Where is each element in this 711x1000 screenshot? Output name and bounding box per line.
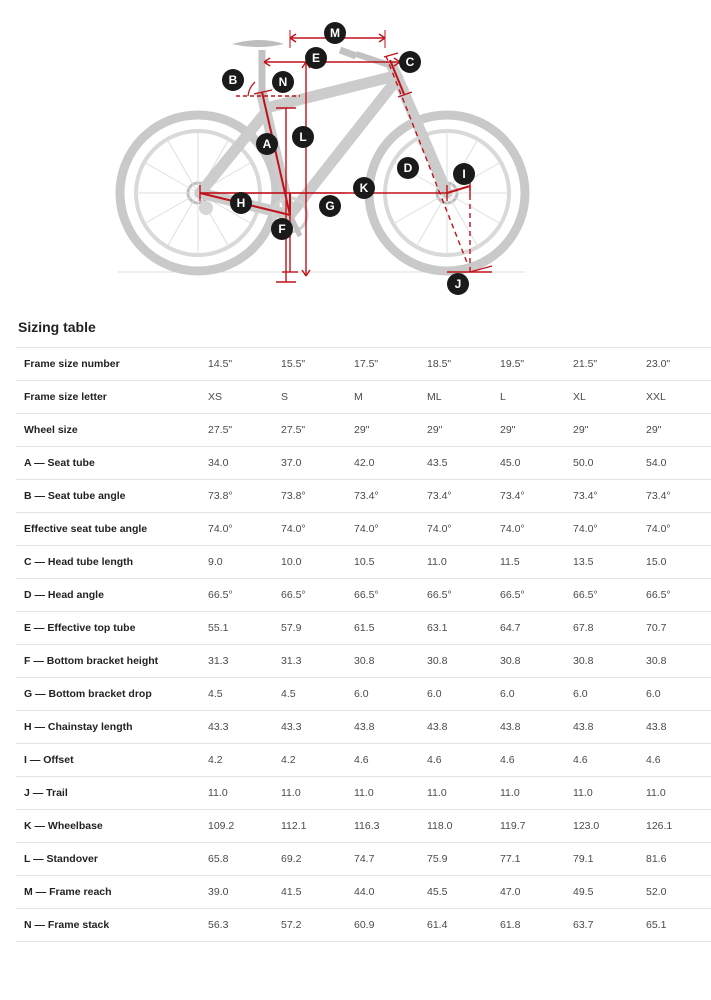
sizing-table-title: Sizing table [18, 319, 96, 335]
row-label: M — Frame reach [24, 886, 112, 898]
table-row [16, 843, 711, 876]
row-label: H — Chainstay length [24, 721, 133, 733]
table-cell: 30.8 [573, 655, 594, 667]
sizing-table-body [16, 348, 711, 942]
table-row [16, 546, 711, 579]
table-row [16, 480, 711, 513]
table-cell: 4.5 [208, 688, 223, 700]
table-row [16, 876, 711, 909]
table-cell: 4.6 [354, 754, 369, 766]
table-cell: 11.0 [281, 787, 301, 799]
table-cell: 9.0 [208, 556, 223, 568]
table-cell: 11.0 [354, 787, 374, 799]
table-cell: 109.2 [208, 820, 235, 832]
table-cell: 4.6 [427, 754, 442, 766]
table-cell: 73.4° [573, 490, 598, 502]
table-row [16, 348, 711, 381]
table-cell: 81.6 [646, 853, 667, 865]
table-cell: 43.3 [208, 721, 229, 733]
table-cell: 29" [573, 424, 589, 436]
row-label: N — Frame stack [24, 919, 110, 931]
table-cell: 65.1 [646, 919, 667, 931]
table-cell: 43.8 [573, 721, 594, 733]
table-cell: 6.0 [354, 688, 369, 700]
table-cell: 4.2 [208, 754, 223, 766]
table-cell: 27.5" [281, 424, 306, 436]
table-cell: 31.3 [281, 655, 302, 667]
table-cell: 66.5° [500, 589, 525, 601]
table-cell: 45.5 [427, 886, 448, 898]
table-cell: 67.8 [573, 622, 594, 634]
table-cell: 61.5 [354, 622, 375, 634]
table-cell: 6.0 [646, 688, 661, 700]
table-row [16, 447, 711, 480]
sizing-table [16, 347, 711, 942]
table-cell: 60.9 [354, 919, 375, 931]
row-label: Wheel size [24, 424, 78, 436]
row-label: B — Seat tube angle [24, 490, 126, 502]
table-cell: 66.5° [354, 589, 379, 601]
table-row [16, 777, 711, 810]
table-cell: 57.9 [281, 622, 302, 634]
table-row [16, 909, 711, 942]
callout-c: C [399, 51, 421, 73]
table-cell: 66.5° [427, 589, 452, 601]
table-cell: 29" [427, 424, 443, 436]
row-label: K — Wheelbase [24, 820, 103, 832]
table-cell: XXL [646, 391, 666, 403]
table-cell: 11.0 [427, 556, 447, 568]
table-cell: 30.8 [354, 655, 375, 667]
bike-illustration [0, 0, 631, 305]
table-cell: 10.5 [354, 556, 375, 568]
table-cell: 39.0 [208, 886, 229, 898]
callout-k: K [353, 177, 375, 199]
table-cell: M [354, 391, 363, 403]
table-cell: 73.8° [281, 490, 306, 502]
table-cell: 4.5 [281, 688, 296, 700]
table-cell: 66.5° [646, 589, 671, 601]
table-cell: 43.8 [354, 721, 375, 733]
table-cell: 123.0 [573, 820, 600, 832]
table-cell: 42.0 [354, 457, 375, 469]
table-cell: 4.6 [646, 754, 661, 766]
table-cell: 4.6 [573, 754, 588, 766]
table-cell: 27.5" [208, 424, 233, 436]
table-cell: 11.0 [500, 787, 520, 799]
table-cell: 41.5 [281, 886, 302, 898]
row-label: E — Effective top tube [24, 622, 136, 634]
table-cell: XS [208, 391, 223, 403]
table-cell: 43.8 [500, 721, 521, 733]
table-cell: 17.5" [354, 358, 379, 370]
table-cell: 63.1 [427, 622, 448, 634]
bike-geometry-diagram [0, 0, 631, 305]
callout-f: F [271, 218, 293, 240]
table-cell: 73.8° [208, 490, 233, 502]
table-cell: 52.0 [646, 886, 667, 898]
table-row [16, 711, 711, 744]
table-cell: 13.5 [573, 556, 594, 568]
table-cell: 43.8 [646, 721, 667, 733]
table-cell: 69.2 [281, 853, 302, 865]
callout-j: J [447, 273, 469, 295]
table-cell: 55.1 [208, 622, 229, 634]
table-cell: 74.0° [208, 523, 233, 535]
table-cell: 54.0 [646, 457, 667, 469]
table-cell: 29" [354, 424, 370, 436]
table-cell: XL [573, 391, 586, 403]
table-cell: 73.4° [354, 490, 379, 502]
table-cell: 30.8 [500, 655, 521, 667]
table-cell: 43.8 [427, 721, 448, 733]
table-cell: 11.0 [573, 787, 593, 799]
table-row [16, 579, 711, 612]
table-row [16, 612, 711, 645]
table-cell: 73.4° [646, 490, 671, 502]
table-cell: 10.0 [281, 556, 302, 568]
table-cell: 4.2 [281, 754, 296, 766]
table-cell: 18.5" [427, 358, 452, 370]
table-cell: S [281, 391, 289, 403]
callout-i: I [453, 163, 475, 185]
table-cell: 73.4° [427, 490, 452, 502]
table-cell: 70.7 [646, 622, 667, 634]
table-cell: L [500, 391, 506, 403]
table-row [16, 678, 711, 711]
table-cell: 74.0° [354, 523, 379, 535]
table-cell: 74.0° [573, 523, 598, 535]
row-label: Frame size letter [24, 391, 107, 403]
callout-h: H [230, 192, 252, 214]
row-label: Effective seat tube angle [24, 523, 148, 535]
table-cell: 64.7 [500, 622, 521, 634]
table-cell: 11.5 [500, 556, 520, 568]
callout-n: N [272, 71, 294, 93]
table-cell: 43.3 [281, 721, 302, 733]
table-cell: 11.0 [427, 787, 447, 799]
table-row [16, 744, 711, 777]
row-label: G — Bottom bracket drop [24, 688, 152, 700]
table-cell: 74.0° [646, 523, 671, 535]
table-cell: 47.0 [500, 886, 521, 898]
table-cell: 29" [500, 424, 516, 436]
table-cell: 30.8 [427, 655, 448, 667]
table-row [16, 381, 711, 414]
table-cell: 119.7 [500, 820, 526, 832]
table-cell: 31.3 [208, 655, 229, 667]
sizing-table-section [0, 305, 673, 942]
table-cell: 73.4° [500, 490, 525, 502]
row-label: L — Standover [24, 853, 98, 865]
table-cell: 14.5" [208, 358, 233, 370]
table-cell: 63.7 [573, 919, 594, 931]
table-cell: 56.3 [208, 919, 229, 931]
row-label: A — Seat tube [24, 457, 95, 469]
callout-e: E [305, 47, 327, 69]
table-cell: 61.4 [427, 919, 448, 931]
table-cell: 49.5 [573, 886, 594, 898]
table-cell: 112.1 [281, 820, 307, 832]
table-cell: 116.3 [354, 820, 380, 832]
table-cell: 30.8 [646, 655, 667, 667]
table-cell: 15.0 [646, 556, 667, 568]
table-cell: 45.0 [500, 457, 521, 469]
table-cell: 11.0 [646, 787, 666, 799]
table-cell: 65.8 [208, 853, 229, 865]
table-cell: 21.5" [573, 358, 598, 370]
table-row [16, 645, 711, 678]
table-cell: 74.0° [281, 523, 306, 535]
table-cell: 29" [646, 424, 662, 436]
table-cell: 6.0 [500, 688, 515, 700]
table-cell: 74.7 [354, 853, 375, 865]
row-label: F — Bottom bracket height [24, 655, 159, 667]
table-cell: 37.0 [281, 457, 302, 469]
table-cell: 66.5° [208, 589, 233, 601]
table-cell: 19.5" [500, 358, 525, 370]
table-cell: 66.5° [281, 589, 306, 601]
row-label: J — Trail [24, 787, 68, 799]
table-row [16, 414, 711, 447]
row-label: I — Offset [24, 754, 74, 766]
table-cell: 44.0 [354, 886, 375, 898]
table-cell: 61.8 [500, 919, 521, 931]
callout-d: D [397, 157, 419, 179]
table-cell: 50.0 [573, 457, 594, 469]
table-cell: 126.1 [646, 820, 673, 832]
table-cell: 79.1 [573, 853, 594, 865]
table-cell: 77.1 [500, 853, 521, 865]
table-cell: 75.9 [427, 853, 448, 865]
table-cell: 66.5° [573, 589, 598, 601]
callout-g: G [319, 195, 341, 217]
table-cell: 74.0° [427, 523, 452, 535]
table-cell: 74.0° [500, 523, 525, 535]
table-cell: 57.2 [281, 919, 302, 931]
table-cell: 118.0 [427, 820, 453, 832]
callout-b: B [222, 69, 244, 91]
row-label: C — Head tube length [24, 556, 134, 568]
table-row [16, 513, 711, 546]
callout-m: M [324, 22, 346, 44]
callout-a: A [256, 133, 278, 155]
callout-l: L [292, 126, 314, 148]
row-label: D — Head angle [24, 589, 104, 601]
table-cell: 4.6 [500, 754, 515, 766]
table-cell: 6.0 [427, 688, 442, 700]
table-cell: 6.0 [573, 688, 588, 700]
table-cell: 11.0 [208, 787, 228, 799]
table-cell: ML [427, 391, 442, 403]
table-cell: 34.0 [208, 457, 229, 469]
table-cell: 23.0" [646, 358, 671, 370]
row-label: Frame size number [24, 358, 120, 370]
table-row [16, 810, 711, 843]
table-cell: 43.5 [427, 457, 448, 469]
table-cell: 15.5" [281, 358, 306, 370]
